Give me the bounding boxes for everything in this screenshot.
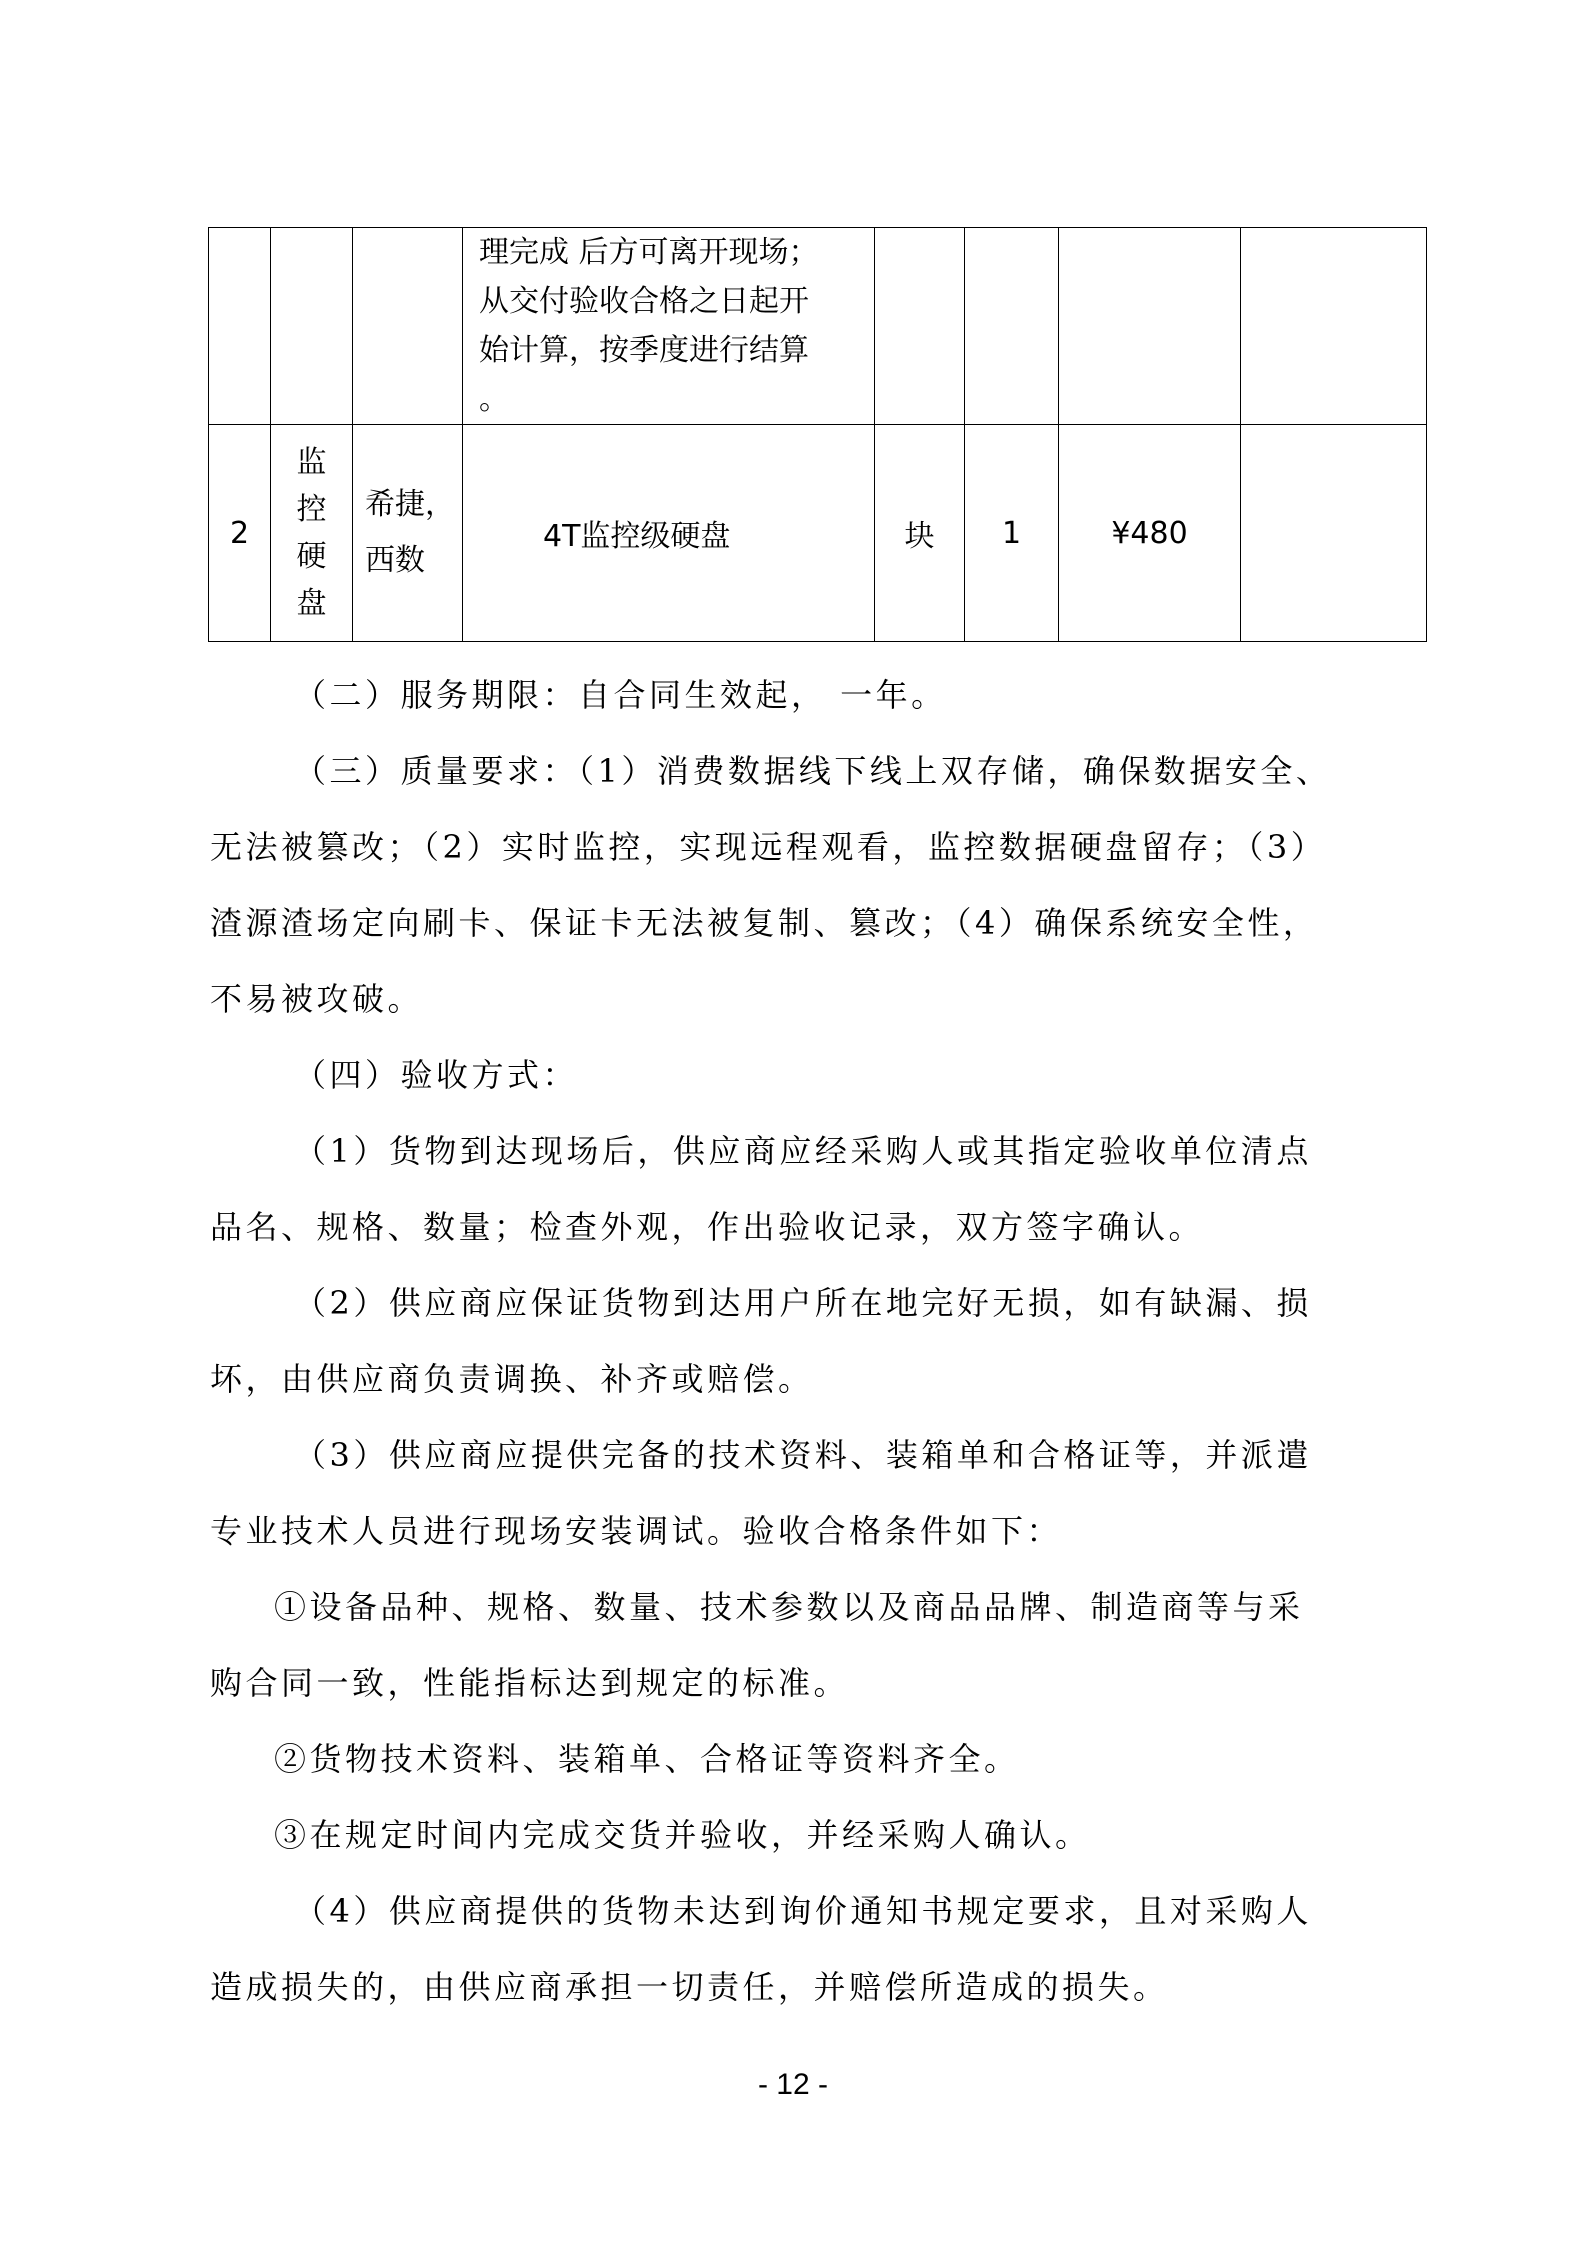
- paragraph-quality: （三）质量要求：（1）消费数据线下线上双存储，确保数据安全、: [294, 752, 1332, 790]
- paragraph-acceptance-4: （4）供应商提供的货物未达到询价通知书规定要求，且对采购人: [294, 1892, 1312, 1930]
- description-line: 从交付验收合格之日起开: [479, 284, 809, 319]
- cell-name: [271, 425, 353, 642]
- paragraph-acceptance-1: （1）货物到达现场后，供应商应经采购人或其指定验收单位清点: [294, 1132, 1312, 1170]
- table-row: [209, 228, 1427, 425]
- cell-brand: 希捷，西数: [353, 425, 463, 642]
- paragraph-line: 专业技术人员进行现场安装调试。验收合格条件如下：: [210, 1512, 1063, 1550]
- cell-unit: 块: [875, 425, 965, 642]
- cell-quantity: 1: [965, 425, 1059, 642]
- description-line: 理完成 后方可离开现场；: [479, 235, 819, 270]
- cell-description: [463, 228, 875, 425]
- paragraph-condition-2: ②货物技术资料、装箱单、合格证等资料齐全。: [274, 1740, 1020, 1778]
- item-name: 监控硬盘: [296, 445, 327, 621]
- cell-remark: [1241, 228, 1427, 425]
- paragraph-line: 购合同一致，性能指标达到规定的标准。: [210, 1664, 850, 1702]
- description-line: 始计算，按季度进行结算: [479, 333, 809, 368]
- paragraph-acceptance-2: （2）供应商应保证货物到达用户所在地完好无损，如有缺漏、损: [294, 1284, 1312, 1322]
- paragraph-acceptance-heading: （四）验收方式：: [294, 1056, 579, 1094]
- paragraph-acceptance-3: （3）供应商应提供完备的技术资料、装箱单和合格证等，并派遣: [294, 1436, 1312, 1474]
- table-row: [209, 425, 1427, 642]
- cell-index: 2: [209, 425, 271, 642]
- cell-quantity: [965, 228, 1059, 425]
- paragraph-line: 无法被篡改；（2）实时监控，实现远程观看，监控数据硬盘留存；（3）: [210, 828, 1327, 866]
- cell-price: [1059, 228, 1241, 425]
- paragraph-condition-1: ①设备品种、规格、数量、技术参数以及商品品牌、制造商等与采: [274, 1588, 1304, 1626]
- cell-name: [271, 228, 353, 425]
- paragraph-line: 造成损失的，由供应商承担一切责任，并赔偿所造成的损失。: [210, 1968, 1169, 2006]
- cell-index: [209, 228, 271, 425]
- cell-remark: [1241, 425, 1427, 642]
- paragraph-line: 品名、规格、数量；检查外观，作出验收记录，双方签字确认。: [210, 1208, 1205, 1246]
- cell-unit: [875, 228, 965, 425]
- description-line: 。: [479, 382, 509, 417]
- cell-brand: [353, 228, 463, 425]
- cell-description: 4T监控级硬盘: [463, 425, 875, 642]
- procurement-table: [208, 227, 1427, 642]
- paragraph-condition-3: ③在规定时间内完成交货并验收，并经采购人确认。: [274, 1816, 1091, 1854]
- paragraph-line: 渣源渣场定向刷卡、保证卡无法被复制、篡改；（4）确保系统安全性，: [210, 904, 1319, 942]
- paragraph-line: 坏，由供应商负责调换、补齐或赔偿。: [210, 1360, 814, 1398]
- paragraph-line: 不易被攻破。: [210, 980, 424, 1018]
- paragraph-service-period: （二）服务期限：自合同生效起， 一年。: [294, 676, 947, 714]
- cell-price: ¥480: [1059, 425, 1241, 642]
- page-number: - 12 -: [757, 2068, 829, 2101]
